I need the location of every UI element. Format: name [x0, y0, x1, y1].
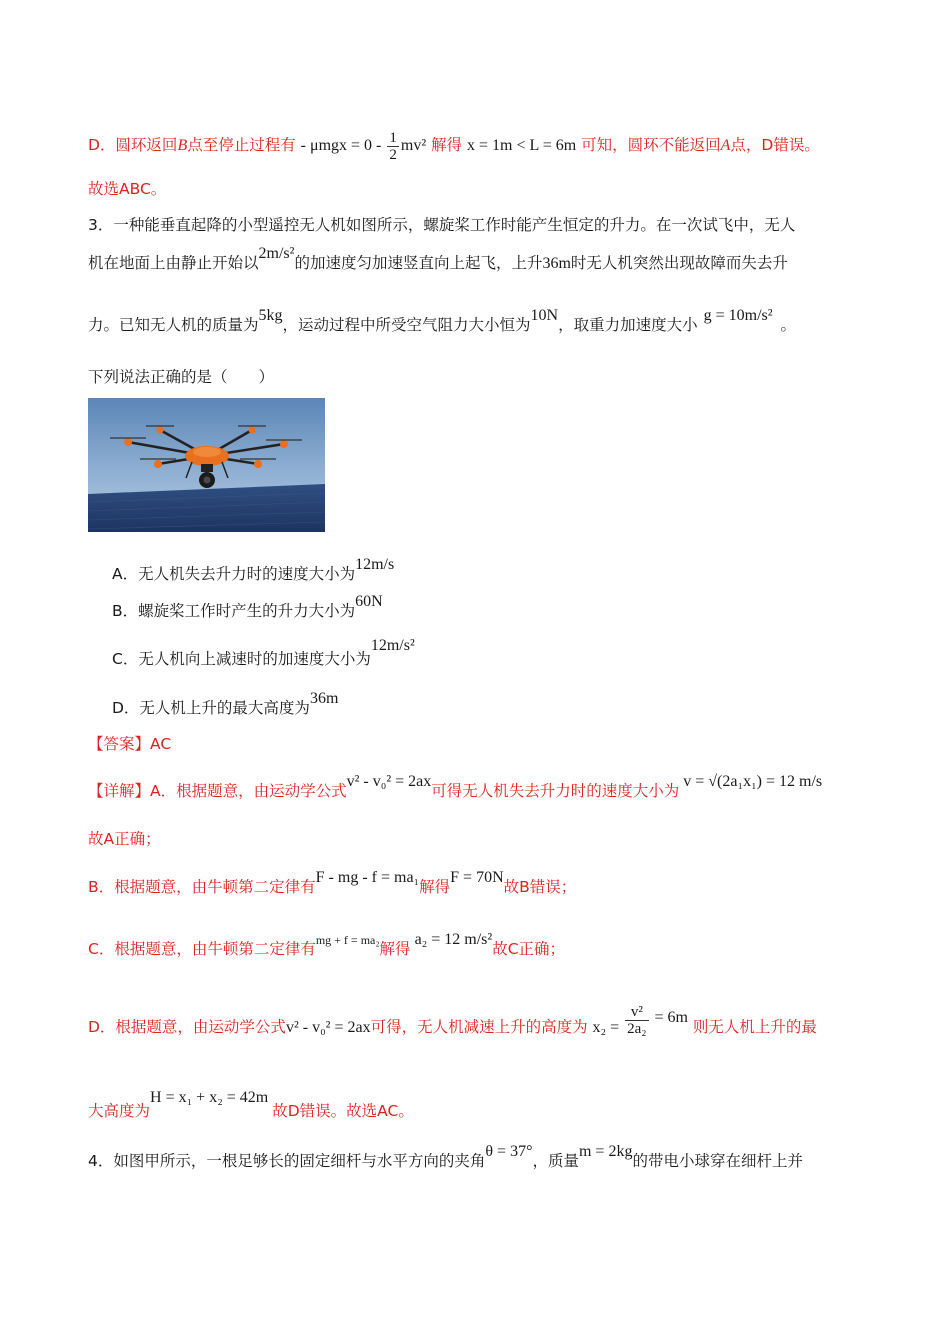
q3-line2: 机在地面上由静止开始以2m/s²的加速度匀加速竖直向上起飞，上升36m时无人机突然出现故障而失去升 — [88, 245, 788, 272]
q3-option-a: A．无人机失去升力时的速度大小为12m/s — [112, 556, 395, 583]
equation-x2: x₂ = $\frac{\text{v²}}{\text{2a₂}}$ = 6m — [592, 1004, 688, 1037]
q3-detail-d-end: 大高度为H = x₁ + x₂ = 42m故D错误。故选AC。 — [88, 1089, 414, 1120]
q3-detail-b: B．根据题意，由牛顿第二定律有F - mg - f = ma₁解得F = 70N故B错误； — [88, 869, 577, 896]
text: D．圆环返回 — [88, 136, 178, 155]
equation: - μmgx = 0 - $\frac{1}{2}$ mv² — [300, 130, 427, 163]
text: 可知，圆环不能返回 — [581, 136, 721, 155]
prev-solution-d — [88, 130, 862, 163]
q3-answer: 【答案】AC — [88, 735, 172, 753]
q3-detail-a: 【详解】A．根据题意，由运动学公式v² - v₀² = 2ax可得无人机失去升力时的速度大小为v = √(2a₁x₁) = 12 m/s — [88, 773, 823, 800]
q3-detail-c: C．根据题意，由牛顿第二定律有$^{mg + f = ma_2}$解得a₂ = 12 m/s²故C正确； — [88, 931, 566, 958]
q3-line3: 力。已知无人机的质量为5kg，运动过程中所受空气阻力大小恒为10N，取重力加速度大小g = 10m/s²。 — [88, 307, 797, 334]
q3-option-b: B．螺旋桨工作时产生的升力大小为60N — [112, 593, 383, 620]
q3-option-d: D．无人机上升的最大高度为36m — [112, 690, 339, 717]
q3-detail-d: D．根据题意，由运动学公式v² - v₀² = 2ax可得，无人机减速上升的高度为 x₂ = $\frac{\text{v²}}{\text{2a₂}}$ = 6m 则无人机上升的最 — [88, 1004, 817, 1037]
text: 点，D错误。 — [730, 136, 820, 155]
q4-line1: 4．如图甲所示，一根足够长的固定细杆与水平方向的夹角θ = 37°，质量m = 2kg的带电小球穿在细杆上并 — [88, 1143, 803, 1170]
q3-option-c: C．无人机向上减速时的加速度大小为12m/s² — [112, 637, 415, 668]
q3-detail-a-end: 故A正确； — [88, 830, 161, 848]
equation: x = 1m < L = 6m — [467, 137, 577, 155]
point-a: A — [720, 137, 731, 155]
q3-line1: 3．一种能垂直起降的小型遥控无人机如图所示，螺旋桨工作时能产生恒定的升力。在一次试飞中，无人 — [88, 216, 796, 234]
text: 点至停止过程有 — [187, 136, 296, 155]
prev-choose: 故选ABC。 — [88, 180, 167, 198]
drone-icon — [88, 398, 325, 532]
drone-photo — [88, 398, 325, 532]
point-b: B — [177, 137, 188, 155]
text: 解得 — [431, 136, 463, 155]
q3-prompt: 下列说法正确的是（ ） — [88, 368, 275, 386]
